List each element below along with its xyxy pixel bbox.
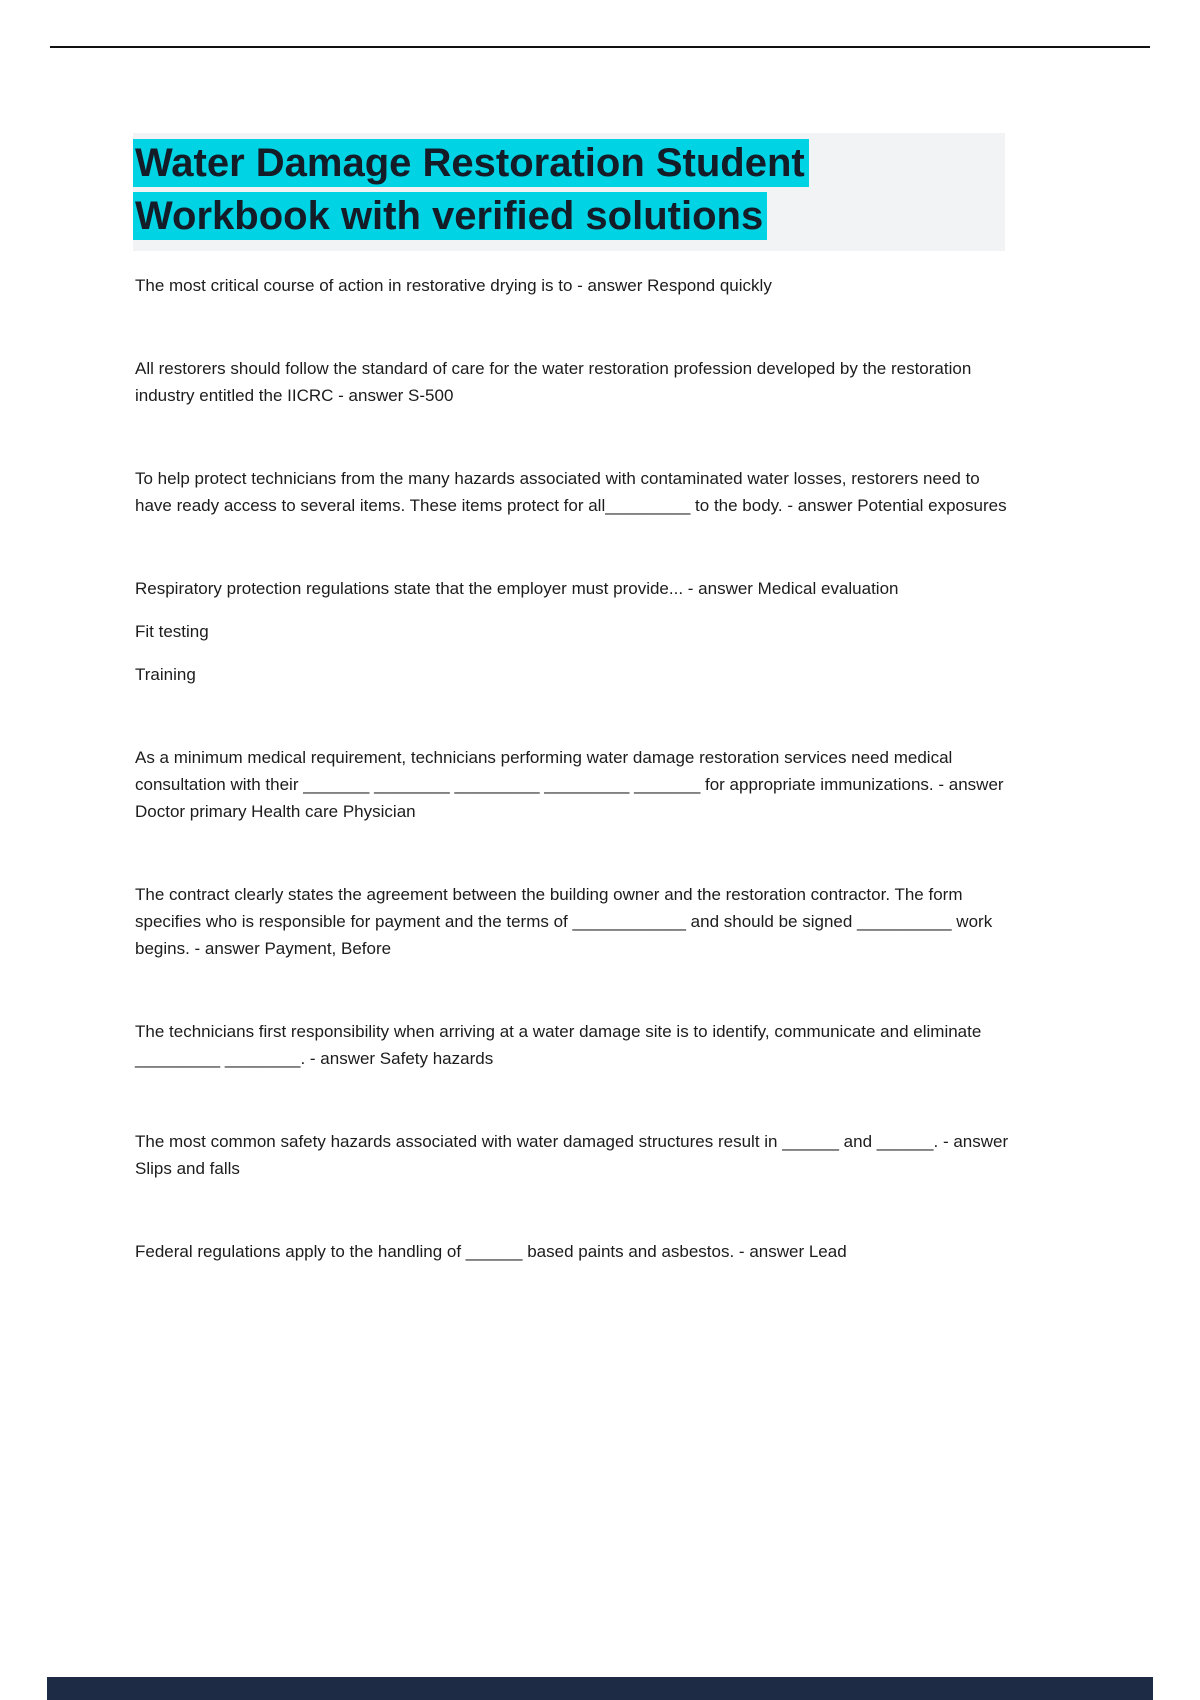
qa-block — [135, 575, 1010, 688]
qa-block — [135, 1238, 1010, 1265]
qa-block — [135, 1128, 1010, 1182]
title-section — [133, 133, 1005, 251]
qa-text: Training — [135, 665, 196, 684]
qa-text: Respiratory protection regulations state that the employer must provide... - answer Medical evaluation — [135, 579, 899, 598]
qa-block — [135, 881, 1010, 962]
qa-text: The technicians first responsibility when arriving at a water damage site is to identify, communicate and eliminate _________ ________. - answer Safety hazards — [135, 1022, 982, 1068]
qa-block — [135, 744, 1010, 825]
top-divider — [50, 46, 1150, 48]
qa-text: The most critical course of action in restorative drying is to - answer Respond quickly — [135, 276, 772, 295]
title-line-1: Water Damage Restoration Student — [133, 139, 809, 187]
qa-text: To help protect technicians from the many hazards associated with contaminated water losses, restorers need to have ready access to several items. These items protect for all_________ to the body. - answer Potential exposures — [135, 469, 1007, 515]
content-blocks — [135, 272, 1010, 1321]
qa-text: The most common safety hazards associated with water damaged structures result in ______ and ______. - answer Slips and falls — [135, 1132, 1009, 1178]
qa-text: All restorers should follow the standard of care for the water restoration profession developed by the restoration industry entitled the IICRC - answer S-500 — [135, 359, 972, 405]
qa-block — [135, 355, 1010, 409]
qa-text: Federal regulations apply to the handling of ______ based paints and asbestos. - answer Lead — [135, 1242, 847, 1261]
qa-text: Fit testing — [135, 622, 209, 641]
qa-text: As a minimum medical requirement, technicians performing water damage restoration services need medical consultation with their _______ ________ _________ _________ _______ for appropriate immunizations. - answer Doctor primary Health care Physician — [135, 748, 1004, 821]
qa-block — [135, 1018, 1010, 1072]
document-title — [133, 137, 1005, 243]
qa-block — [135, 272, 1010, 299]
title-line-2: Workbook with verified solutions — [133, 192, 767, 240]
qa-text: The contract clearly states the agreement between the building owner and the restoration contractor. The form specifies who is responsible for payment and the terms of ____________ and should be signed __________ work begins. - answer Payment, Before — [135, 885, 993, 958]
footer-bar — [47, 1677, 1153, 1700]
qa-block — [135, 465, 1010, 519]
